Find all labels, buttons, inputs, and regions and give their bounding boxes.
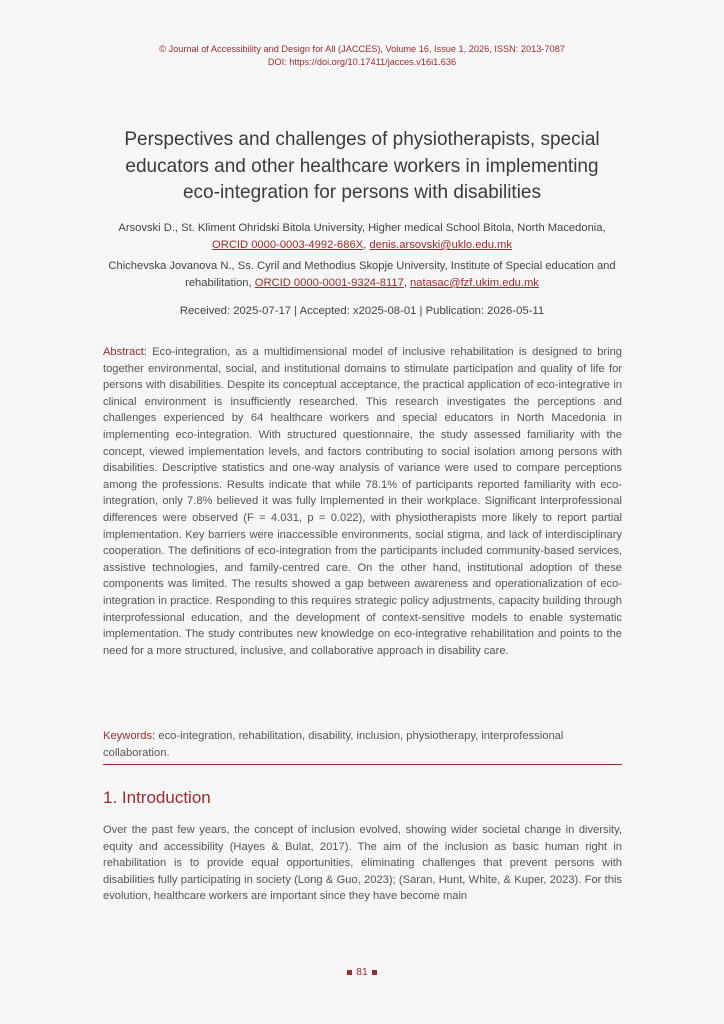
keywords	[103, 728, 622, 761]
author-1-text: Arsovski D., St. Kliment Ohridski Bitola University, Higher medical School Bitola, North Macedonia,	[118, 222, 606, 234]
author-1-email-link[interactable]: denis.arsovski@uklo.edu.mk	[369, 239, 512, 251]
author-affiliation-2: Chichevska Jovanova N., Ss. Cyril and Methodius Skopje University, Institute of Special education and rehabilitation, ORCID 0000-0001-9324-8117, natasac@fzf.ukim.edu.mk	[108, 260, 616, 289]
page-number: 81	[356, 966, 368, 978]
author-2-orcid-link[interactable]: ORCID 0000-0001-9324-8117	[254, 277, 404, 289]
footer-square-left-icon	[347, 970, 352, 975]
section-divider	[103, 764, 622, 765]
page-footer	[0, 966, 724, 978]
author-affiliation-1: Arsovski D., St. Kliment Ohridski Bitola University, Higher medical School Bitola, North Macedonia, ORCID 0000-0003-4992-686X, denis.arsovski@uklo.edu.mk	[118, 222, 606, 251]
journal-citation-line: © Journal of Accessibility and Design for All (JACCES), Volume 16, Issue 1, 2026, ISSN: 2013-7087	[159, 44, 565, 54]
section-heading-introduction: 1. Introduction	[103, 788, 211, 807]
publication-dates: Received: 2025-07-17 | Accepted: x2025-08-01 | Publication: 2026-05-11	[179, 305, 545, 317]
journal-header	[0, 43, 724, 69]
keywords-label: Keywords:	[103, 730, 156, 742]
footer-square-right-icon	[372, 970, 377, 975]
keywords-text: eco-integration, rehabilitation, disability, inclusion, physiotherapy, interprofessional collaboration.	[103, 730, 564, 759]
abstract-label: Abstract:	[103, 346, 147, 358]
paper-title: Perspectives and challenges of physiotherapists, special educators and other healthcare workers in implementing eco-integration for persons with disabilities	[124, 129, 600, 203]
author-2-text: Chichevska Jovanova N., Ss. Cyril and Methodius Skopje University, Institute of Special education and rehabilitation,	[108, 260, 616, 289]
author-2-email-link[interactable]: natasac@fzf.ukim.edu.mk	[410, 277, 539, 289]
introduction-paragraph: Over the past few years, the concept of inclusion evolved, showing wider societal change in diversity, equity and accessibility (Hayes & Bulat, 2017). The aim of the inclusion as basic human right in rehabilitation is to provide equal opportunities, eliminating challenges that prevent persons with disabilities fully participating in society (Long & Guo, 2023); (Saran, Hunt, White, & Kuper, 2023). For this evolution, healthcare workers are important since they have become main	[103, 824, 622, 903]
author-1-orcid-link[interactable]: ORCID 0000-0003-4992-686X	[212, 239, 364, 251]
abstract-text: Eco-integration, as a multidimensional model of inclusive rehabilitation is designed to bring together environmental, social, and institutional domains to stimulate participation and quality of life for persons with disabilities. Despite its conceptual acceptance, the practical application of eco-integrative in clinical environment is insufficiently researched. This research investigates the perceptions and challenges experienced by 64 healthcare workers and special educators in North Macedonia in implementing eco-integration. With structured questionnaire, the study assessed familiarity with the concept, viewed implementation levels, and factors contributing to social isolation among persons with disabilities. Descriptive statistics and one-way analysis of variance were used to compare perceptions among the professions. Results indicate that while 78.1% of participants reported familiarity with eco-integration, only 7.8% believed it was fully implemented in their workplace. Significant interprofessional differences were observed (F = 4.031, p = 0.022), with physiotherapists more likely to report partial implementation. Key barriers were inaccessible environments, social stigma, and lack of interdisciplinary cooperation. The definitions of eco-integration from the participants included community-based services, assistive technologies, and family-centred care. On the other hand, institutional adoption of these components was limited. The results showed a gap between awareness and operationalization of eco-integration in practice. Responding to this requires strategic policy adjustments, capacity building through interprofessional education, and the development of context-sensitive models to enable systematic implementation. The study contributes new knowledge on eco-integrative rehabilitation and points to the need for a more structured, inclusive, and collaborative approach in disability care.	[103, 346, 622, 657]
doi-line[interactable]: DOI: https://doi.org/10.17411/jacces.v16i1.636	[267, 57, 457, 67]
abstract	[103, 344, 622, 659]
